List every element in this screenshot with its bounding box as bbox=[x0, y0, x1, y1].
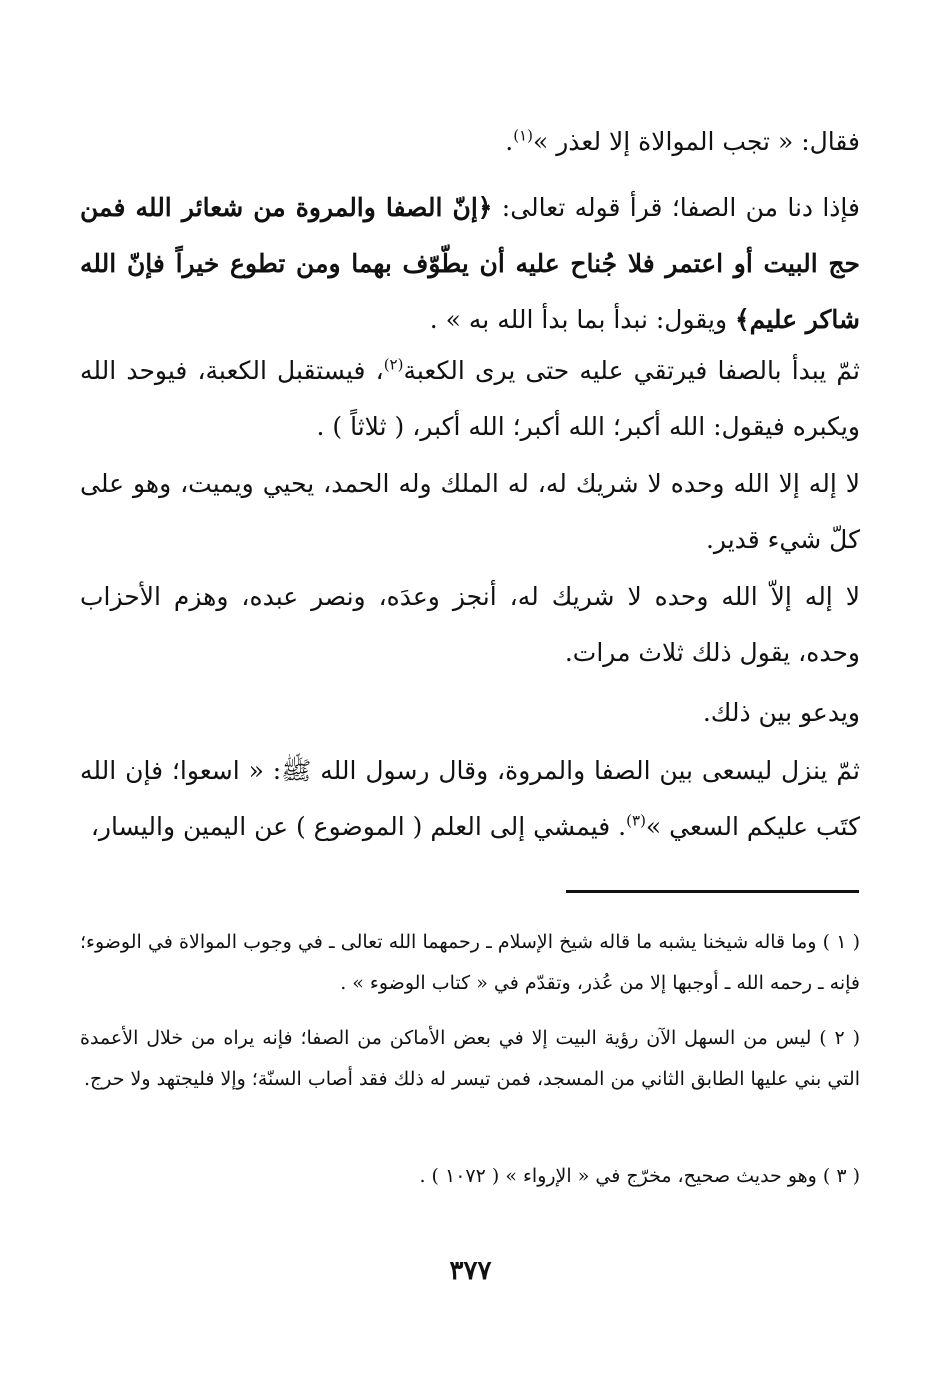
paragraph-2-intro: فإذا دنا من الصفا؛ قرأ قوله تعالى: bbox=[492, 193, 860, 222]
paragraph-2-after: ويقول: نبدأ بما بدأ الله به » . bbox=[429, 305, 735, 334]
paragraph-2 bbox=[80, 180, 860, 348]
footnote-3: ( ٣ ) وهو حديث صحيح، مخرّج في « الإرواء » ( ١٠٧٢ ) . bbox=[419, 1165, 860, 1187]
paragraph-7 bbox=[80, 743, 860, 855]
page-number: ٣٧٧ bbox=[449, 1256, 492, 1286]
footnote-separator bbox=[566, 890, 859, 893]
quran-verse: ﴿إنّ الصفا والمروة من شعائر الله فمن حج البيت أو اعتمر فلا جُناح عليه أن يطّوّف بهما ومن تطوع خيراً فإنّ الله شاكر عليم﴾ bbox=[80, 193, 860, 334]
paragraph-1-text: فقال: « تجب الموالاة إلا لعذر » bbox=[532, 127, 860, 156]
footnote-ref-2: (٢) bbox=[383, 355, 404, 374]
footnote-ref-1: (١) bbox=[513, 126, 533, 145]
paragraph-6: ويدعو بين ذلك. bbox=[702, 698, 860, 727]
paragraph-5: لا إله إلاّ الله وحده لا شريك له، أنجز وعدَه، ونصر عبده، وهزم الأحزاب وحده، يقول ذلك ثلاث مرات. bbox=[80, 582, 860, 667]
paragraph-3-a: ثمّ يبدأ بالصفا فيرتقي عليه حتى يرى الكعبة bbox=[403, 356, 860, 385]
paragraph-7-b: . فيمشي إلى العلم ( الموضوع ) عن اليمين واليسار، bbox=[90, 812, 627, 841]
footnote-1: ( ١ ) وما قاله شيخنا يشبه ما قاله شيخ الإسلام ـ رحمهما الله تعالى ـ في وجوب الموالاة في الوضوء؛ فإنه ـ رحمه الله ـ أوجبها إلا من عُذر، وتقدّم في « كتاب الوضوء » . bbox=[80, 931, 860, 994]
paragraph-3 bbox=[80, 343, 860, 455]
paragraph-7-a: ثمّ ينزل ليسعى بين الصفا والمروة، وقال رسول الله ﷺ: « اسعوا؛ فإن الله كتَب عليكم السعي » bbox=[80, 756, 860, 841]
paragraph-1 bbox=[80, 114, 860, 170]
paragraph-1-end: . bbox=[505, 127, 514, 156]
footnote-2: ( ٢ ) ليس من السهل الآن رؤية البيت إلا في بعض الأماكن من الصفا؛ فإنه يراه من خلال الأعمدة التي بني عليها الطابق الثاني من المسجد، فمن تيسر له ذلك فقد أصاب السنّة؛ وإلا فليجتهد ولا حرج. bbox=[80, 1027, 861, 1090]
paragraph-3-b: ، فيستقبل الكعبة، فيوحد الله ويكبره فيقول: الله أكبر؛ الله أكبر؛ الله أكبر، ( ثلاثاً ) . bbox=[80, 356, 860, 441]
paragraph-4: لا إله إلا الله وحده لا شريك له، له الملك وله الحمد، يحيي ويميت، وهو على كلّ شيء قدير. bbox=[80, 469, 860, 554]
footnote-ref-3: (٣) bbox=[626, 811, 646, 830]
